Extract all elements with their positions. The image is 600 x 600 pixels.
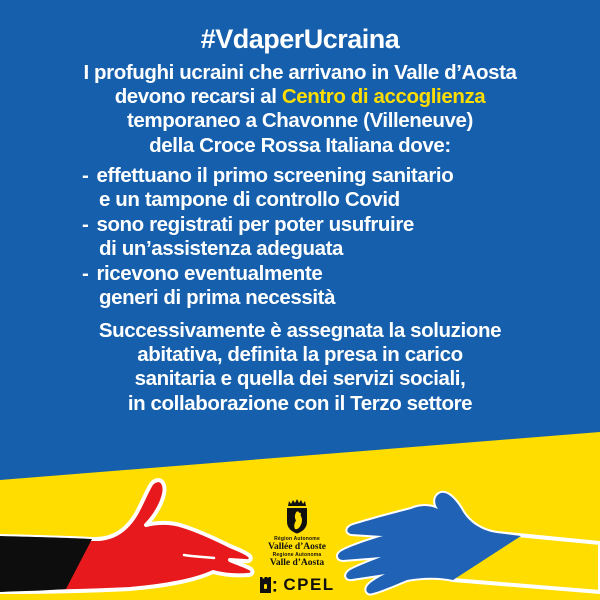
tower-icon <box>259 576 277 594</box>
bullet-text: generi di prima necessità <box>99 286 336 310</box>
bullet-dash: - <box>82 212 89 236</box>
bullet-text: ricevono eventualmente <box>96 261 323 285</box>
region-fr-name: Vallée d’Aoste <box>268 542 326 552</box>
intro-line-3: temporaneo a Chavonne (Villeneuve) <box>126 109 473 133</box>
intro-line-4: della Croce Rossa Italiana dove: <box>149 133 451 157</box>
region-fr-small: Région Autonome <box>274 536 320 542</box>
bullet-item <box>82 213 582 262</box>
bullet-text: sono registrati per poter usufruire <box>96 212 414 236</box>
closing-line-3: sanitaria e quella dei servizi sociali, <box>134 367 466 391</box>
bullet-dash: - <box>82 164 89 187</box>
bullet-dash: - <box>82 261 89 285</box>
intro-highlight: Centro di accoglienza <box>281 85 486 109</box>
closing-line-4: in collaborazione con il Terzo settore <box>127 391 473 415</box>
hashtag-title: #VdaperUcraina <box>200 24 400 54</box>
crown-icon <box>288 499 306 506</box>
region-it-name: Valle d’Aosta <box>269 558 325 568</box>
closing-line-1: Successivamente è assegnata la soluzione <box>98 319 502 342</box>
closing-line-2: abitativa, definita la presa in carico <box>137 343 463 367</box>
intro-paragraph <box>20 61 580 158</box>
bullet-text: e un tampone di controllo Covid <box>99 188 400 212</box>
bullet-list <box>82 164 582 310</box>
closing-paragraph <box>20 319 580 416</box>
bullet-item <box>82 262 582 311</box>
bullet-text: effettuano il primo screening sanitario <box>96 164 454 187</box>
intro-line-2-prefix: devono recarsi al <box>114 85 282 109</box>
intro-line-2 <box>20 85 580 109</box>
cpel-label: CPEL <box>283 575 335 594</box>
cpel-logo <box>232 575 362 595</box>
bullet-text: di un’assistenza adeguata <box>99 237 344 261</box>
intro-line-1: I profughi ucraini che arrivano in Valle d’Aosta <box>83 61 517 84</box>
region-it-small: Regione Autonoma <box>272 552 322 558</box>
bullet-item <box>82 164 582 213</box>
region-crest-icon <box>285 498 309 534</box>
footer-logos <box>232 498 362 595</box>
